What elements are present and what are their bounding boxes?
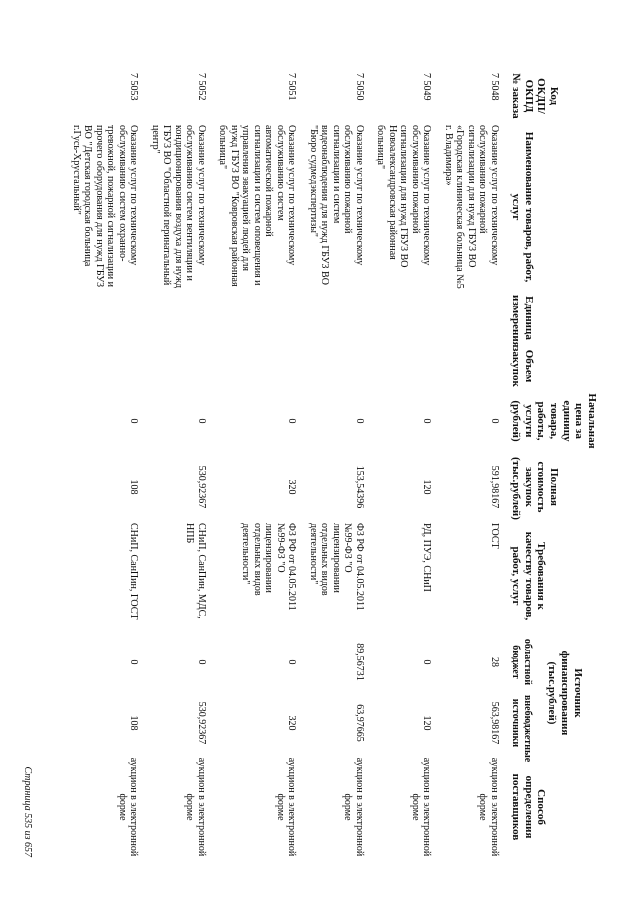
cell-volume xyxy=(440,344,508,388)
cell-volume xyxy=(68,344,147,388)
cell-regional: 0 xyxy=(286,659,298,665)
cell-method: аукцион в электронной форме xyxy=(116,757,140,857)
cell-price: 0 xyxy=(195,418,207,424)
cell-regional: 28 xyxy=(488,657,500,667)
table-row xyxy=(68,70,147,860)
cell-offbudget: 530,92367 xyxy=(195,701,207,745)
header-source-regional: областной бюджет xyxy=(510,638,533,686)
cell-method: аукцион в электронной форме xyxy=(342,757,365,857)
cell-regional: 0 xyxy=(421,659,433,665)
cell-total: 120 xyxy=(421,479,433,495)
cell-method: аукцион в электронной форме xyxy=(477,757,500,857)
table-row xyxy=(440,70,508,860)
cell-total: 108 xyxy=(128,479,140,495)
cell-name: Оказание услуг по техническому обслуживанию систем вентиляции и кондиционирования воздуха для нужд ГБУЗ ВО "Областной перинатальный центр" xyxy=(149,125,207,289)
cell-volume xyxy=(373,344,441,388)
cell-name: Оказание услуг по техническому обслуживанию пожарной сигнализации для нужд ГБУЗ ВО Новоалександровская районная больница" xyxy=(375,125,433,268)
header-source-offbudget: внебюджетные источники xyxy=(510,695,533,763)
header-method: Способ определения поставщиков xyxy=(510,773,548,841)
cell-method: аукцион в электронной форме xyxy=(409,757,433,857)
cell-regional: 0 xyxy=(195,659,207,665)
cell-volume xyxy=(147,344,215,388)
cell-requirements: ФЗ РФ от 04.05.2011 №99-ФЗ "О лицензировании отдельных видов деятельности" xyxy=(240,523,298,611)
cell-regional: 0 xyxy=(128,659,140,665)
header-unit: Единица измерения xyxy=(510,295,535,348)
cell-unit xyxy=(68,292,147,344)
cell-requirements: ФЗ РФ от 04.05.2011 №99-ФЗ "О лицензировании отдельных видов деятельности" xyxy=(307,523,365,611)
cell-offbudget: 120 xyxy=(421,715,433,731)
page-number: Страница 535 из 657 xyxy=(22,766,33,857)
header-source: Источник финансирования (тыс.рублей) xyxy=(546,650,584,736)
cell-total: 591,98167 xyxy=(488,465,500,509)
cell-requirements: РД, ПУЭ, СНиП xyxy=(421,523,433,592)
cell-price: 0 xyxy=(353,418,365,424)
cell-unit xyxy=(305,292,373,344)
table-row xyxy=(215,70,306,860)
cell-code: 7 5048 xyxy=(488,73,500,101)
cell-offbudget: 108 xyxy=(128,715,140,731)
header-volume: Объем закупок xyxy=(510,347,535,387)
cell-total: 320 xyxy=(286,479,298,495)
cell-requirements: ГОСТ xyxy=(488,523,500,549)
cell-price: 0 xyxy=(286,418,298,424)
cell-regional: 89,56731 xyxy=(353,643,365,681)
cell-method: аукцион в электронной форме xyxy=(274,757,298,857)
cell-volume xyxy=(215,344,306,388)
cell-method: аукцион в электронной форме xyxy=(184,757,207,857)
cell-code: 7 5049 xyxy=(421,73,433,101)
header-row xyxy=(544,70,600,860)
cell-code: 7 5051 xyxy=(286,73,298,101)
cell-requirements: СНиП, СанПин, ГОСТ xyxy=(128,523,140,620)
cell-code: 7 5053 xyxy=(128,73,140,101)
cell-offbudget: 63,97665 xyxy=(353,704,365,742)
cell-unit xyxy=(215,292,306,344)
cell-volume xyxy=(305,344,373,388)
cell-price: 0 xyxy=(128,418,140,424)
cell-unit xyxy=(147,292,215,344)
cell-total: 530,92367 xyxy=(195,465,207,509)
cell-total: 153,54396 xyxy=(353,465,365,509)
table-row xyxy=(147,70,215,860)
header-price: Начальная цена за единицу товара, работы, услуги (рублей) xyxy=(510,393,598,449)
procurement-table xyxy=(68,70,600,860)
table-row xyxy=(373,70,441,860)
cell-offbudget: 320 xyxy=(286,715,298,731)
cell-unit xyxy=(440,292,508,344)
cell-name: Оказание услуг по техническому обслуживанию систем охранно-тревожной, пожарной сигнализации и прочего оборудования для нужд ГБУЗ ВО "Детская городская больница г.Гусь-Хрустальный" xyxy=(70,125,140,288)
header-code: Код ОКДП/ ОКПД № заказа xyxy=(510,73,561,119)
cell-unit xyxy=(373,292,441,344)
header-requirements: Требования к качеству товаров, работ, услуг xyxy=(510,531,548,621)
cell-price: 0 xyxy=(488,418,500,424)
header-total: Полная стоимость закупок (тыс.рублей) xyxy=(510,457,561,520)
cell-requirements: СНиП, СанПин, МДС, НПБ xyxy=(184,523,207,619)
cell-code: 7 5052 xyxy=(195,73,207,101)
cell-price: 0 xyxy=(421,418,433,424)
cell-name: Оказание услуг по техническому обслуживанию пожарной сигнализации для нужд ГБУЗ ВО «Городская клиническая больница №5 г. Владимира» xyxy=(442,125,500,289)
cell-name: Оказание услуг по техническому обслуживанию пожарной сигнализации и систем видеонаблюдения для нужд ГБУЗ ВО "Бюро судмедэкспертизы" xyxy=(307,125,365,285)
cell-code: 7 5050 xyxy=(353,73,365,101)
cell-name: Оказание услуг по техническому обслуживанию систем автоматической пожарной сигнализации и систем оповещения и управления эвакуацией людей для нужд ГБУЗ ВО "Ковровская районная больница" xyxy=(217,125,298,287)
table-row xyxy=(305,70,373,860)
header-name: Наименование товаров, работ, услуг xyxy=(510,131,535,283)
cell-offbudget: 563,98167 xyxy=(488,701,500,745)
